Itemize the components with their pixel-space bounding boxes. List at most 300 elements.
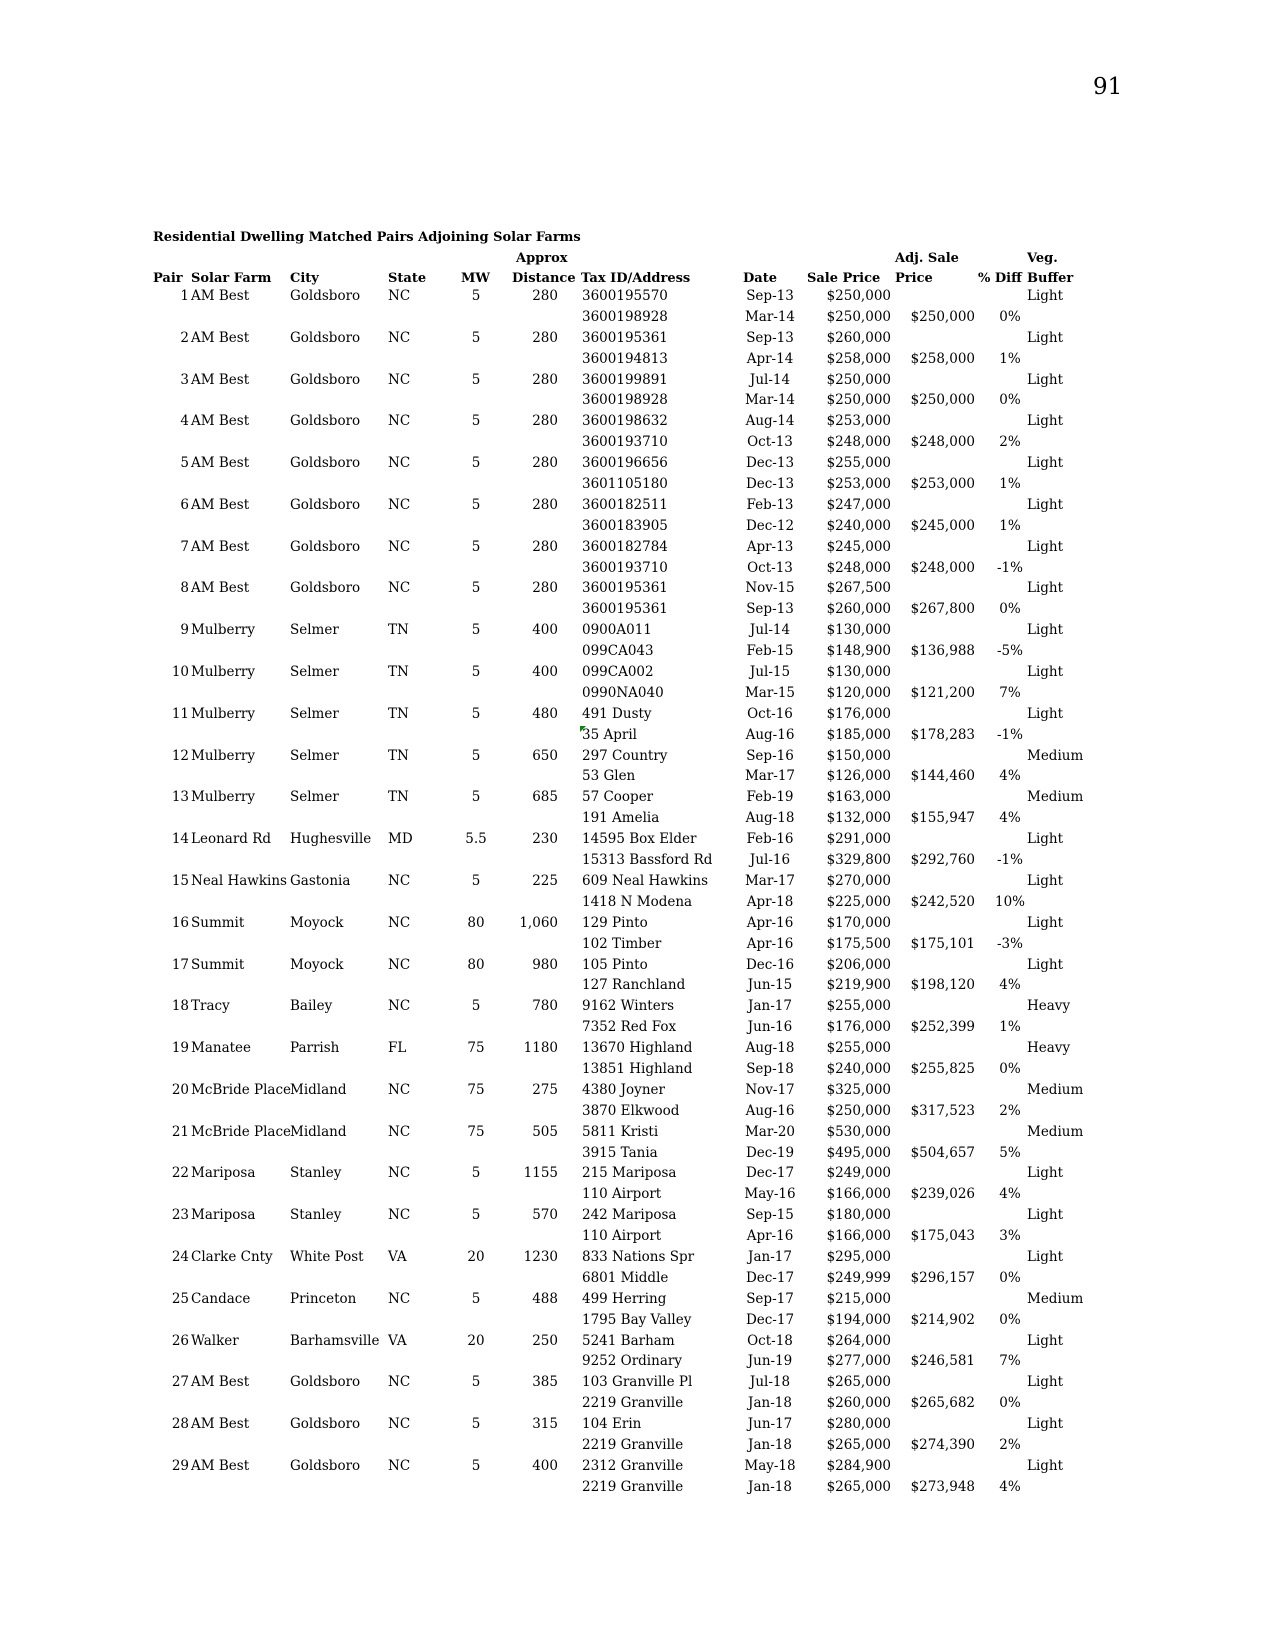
cell-tax-id: 7352 Red Fox: [582, 1019, 677, 1036]
cell-tax-id: 0900A011: [582, 622, 652, 639]
cell-city: Goldsboro: [290, 371, 361, 388]
cell-sale-price: $253,000: [826, 413, 891, 430]
cell-date: Aug-18: [745, 810, 795, 827]
table-row: [0, 601, 1275, 622]
cell-city: Princeton: [290, 1290, 357, 1307]
cell-date: Oct-18: [747, 1332, 793, 1349]
cell-adj-price: $245,000: [910, 517, 975, 534]
table-row: [0, 1186, 1275, 1207]
cell-sale-price: $267,500: [826, 580, 891, 597]
cell-date: Sep-13: [746, 288, 794, 304]
cell-city: Moyock: [290, 914, 344, 931]
cell-tax-id: 833 Nations Spr: [582, 1248, 695, 1265]
cell-city: Goldsboro: [290, 1374, 361, 1391]
cell-sale-price: $260,000: [826, 601, 891, 618]
cell-city: Parrish: [290, 1040, 340, 1057]
cell-pair: 22: [171, 1165, 189, 1182]
cell-pair: 4: [180, 413, 189, 430]
cell-city: Gastonia: [290, 872, 351, 889]
cell-adj-price: $504,657: [910, 1144, 975, 1161]
cell-date: Dec-13: [745, 476, 795, 493]
cell-date: Jan-18: [748, 1436, 792, 1453]
table-row: [0, 1207, 1275, 1228]
cell-distance: 230: [532, 831, 558, 848]
cell-tax-id: 4380 Joyner: [582, 1081, 665, 1098]
cell-distance: 280: [532, 288, 558, 304]
cell-city: White Post: [290, 1248, 364, 1265]
cell-adj-price: $274,390: [910, 1436, 975, 1453]
table-row: [0, 1270, 1275, 1291]
cell-tax-id: 3600194813: [582, 350, 668, 367]
cell-pct-diff: 0%: [999, 1311, 1021, 1328]
cell-tax-id: 1795 Bay Valley: [582, 1311, 692, 1328]
table-row: [0, 936, 1275, 957]
cell-tax-id: 3600196656: [582, 455, 668, 472]
cell-tax-id: 1418 N Modena: [582, 893, 693, 910]
cell-solar-farm: AM Best: [191, 580, 250, 597]
table-row: [0, 330, 1275, 351]
cell-state: NC: [388, 956, 411, 973]
cell-mw: 20: [467, 1248, 485, 1265]
cell-city: Goldsboro: [290, 1416, 361, 1433]
cell-state: TN: [388, 705, 409, 722]
cell-date: Jul-14: [749, 371, 791, 388]
table-row: [0, 1312, 1275, 1333]
cell-tax-id: 099CA002: [582, 664, 654, 681]
cell-adj-price: $239,026: [910, 1186, 975, 1203]
table-row: [0, 1082, 1275, 1103]
cell-mw: 5: [471, 705, 481, 722]
cell-tax-id: 499 Herring: [582, 1290, 667, 1307]
cell-tax-id: 105 Pinto: [582, 956, 648, 973]
cell-city: Goldsboro: [290, 288, 361, 304]
cell-city: Midland: [290, 1081, 347, 1098]
cell-tax-id: 3600198632: [582, 413, 668, 430]
cell-state: VA: [388, 1248, 407, 1265]
cell-date: Sep-16: [746, 747, 794, 764]
cell-distance: 385: [532, 1374, 558, 1391]
cell-buffer: Light: [1027, 1332, 1064, 1349]
cell-city: Selmer: [290, 747, 339, 764]
cell-buffer: Light: [1027, 1165, 1064, 1182]
cell-sale-price: $132,000: [826, 810, 891, 827]
cell-solar-farm: Mulberry: [191, 705, 255, 722]
cell-date: Oct-13: [747, 559, 793, 576]
table-row: [0, 1458, 1275, 1479]
cell-city: Goldsboro: [290, 580, 361, 597]
cell-pct-diff: -1%: [997, 852, 1023, 869]
cell-date: Sep-17: [746, 1290, 794, 1307]
cell-buffer: Medium: [1027, 1290, 1084, 1307]
cell-pair: 12: [171, 747, 189, 764]
cell-state: TN: [388, 789, 409, 806]
cell-adj-price: $296,157: [910, 1269, 975, 1286]
cell-solar-farm: AM Best: [191, 1416, 250, 1433]
header-approx: Approx: [516, 251, 568, 266]
cell-date: Mar-14: [744, 308, 796, 325]
cell-state: MD: [388, 831, 413, 848]
cell-pair: 24: [171, 1248, 189, 1265]
cell-pair: 9: [180, 622, 189, 639]
cell-tax-id: 3601105180: [582, 476, 668, 493]
cell-state: VA: [388, 1332, 407, 1349]
cell-date: Dec-13: [745, 455, 795, 472]
cell-solar-farm: Leonard Rd: [191, 831, 272, 848]
cell-sale-price: $265,000: [826, 1436, 891, 1453]
cell-state: NC: [388, 371, 411, 388]
cell-pct-diff: 4%: [999, 1478, 1021, 1495]
table-row: [0, 706, 1275, 727]
cell-distance: 315: [532, 1416, 558, 1433]
table-row: [0, 852, 1275, 873]
table-row: [0, 998, 1275, 1019]
cell-mw: 5: [471, 538, 481, 555]
cell-sale-price: $240,000: [826, 1060, 891, 1077]
table-row: [0, 539, 1275, 560]
cell-state: NC: [388, 413, 411, 430]
cell-date: Jun-16: [747, 1019, 793, 1036]
cell-pct-diff: 1%: [999, 1019, 1021, 1036]
cell-pair: 7: [180, 538, 189, 555]
cell-tax-id: 110 Airport: [582, 1186, 662, 1203]
cell-date: Mar-17: [744, 768, 796, 785]
table-row: [0, 1353, 1275, 1374]
cell-date: Apr-14: [746, 350, 794, 367]
cell-tax-id: 13670 Highland: [582, 1040, 693, 1057]
cell-sale-price: $163,000: [826, 789, 891, 806]
cell-date: Sep-15: [746, 1207, 794, 1224]
cell-state: NC: [388, 872, 411, 889]
cell-buffer: Medium: [1027, 789, 1084, 806]
cell-sale-price: $255,000: [826, 1040, 891, 1057]
cell-solar-farm: Clarke Cnty: [191, 1248, 273, 1265]
cell-tax-id: 3870 Elkwood: [582, 1102, 680, 1119]
cell-tax-id: 53 Glen: [582, 768, 636, 785]
cell-sale-price: $215,000: [826, 1290, 891, 1307]
table-row: [0, 622, 1275, 643]
cell-sale-price: $329,800: [826, 852, 891, 869]
table-row: [0, 1395, 1275, 1416]
cell-state: NC: [388, 580, 411, 597]
table-row: [0, 1040, 1275, 1061]
cell-sale-price: $284,900: [826, 1457, 891, 1474]
cell-sale-price: $245,000: [826, 538, 891, 555]
cell-pct-diff: 0%: [999, 601, 1021, 618]
cell-sale-price: $325,000: [826, 1081, 891, 1098]
cell-sale-price: $130,000: [826, 622, 891, 639]
cell-pct-diff: 0%: [999, 392, 1021, 409]
cell-adj-price: $121,200: [910, 684, 975, 701]
cell-pct-diff: 4%: [999, 768, 1021, 785]
cell-adj-price: $242,520: [910, 893, 975, 910]
cell-tax-id: 242 Mariposa: [582, 1207, 677, 1224]
cell-distance: 280: [532, 455, 558, 472]
table-row: [0, 1374, 1275, 1395]
table-row: [0, 1165, 1275, 1186]
cell-tax-id: 3600198928: [582, 308, 668, 325]
cell-buffer: Light: [1027, 1457, 1064, 1474]
cell-distance: 400: [532, 622, 558, 639]
cell-sale-price: $265,000: [826, 1478, 891, 1495]
cell-pct-diff: -3%: [997, 935, 1023, 952]
table-row: [0, 1249, 1275, 1270]
cell-pair: 10: [171, 664, 189, 681]
cell-solar-farm: Mulberry: [191, 747, 255, 764]
cell-pct-diff: 2%: [999, 1436, 1021, 1453]
cell-adj-price: $198,120: [910, 977, 975, 994]
cell-sale-price: $495,000: [826, 1144, 891, 1161]
cell-tax-id: 103 Granville Pl: [582, 1374, 693, 1391]
cell-mw: 75: [467, 1040, 485, 1057]
cell-pct-diff: 7%: [999, 1353, 1021, 1370]
cell-tax-id: 3600195361: [582, 580, 668, 597]
cell-pct-diff: -1%: [997, 559, 1023, 576]
cell-tax-id: 3600195361: [582, 601, 668, 618]
header-date: Date: [743, 271, 777, 286]
table-row: [0, 977, 1275, 998]
table-row: [0, 497, 1275, 518]
cell-buffer: Light: [1027, 705, 1064, 722]
cell-tax-id: 3600198928: [582, 392, 668, 409]
cell-pct-diff: 0%: [999, 308, 1021, 325]
cell-state: NC: [388, 1374, 411, 1391]
cell-city: Stanley: [290, 1207, 342, 1224]
cell-date: Sep-18: [746, 1060, 794, 1077]
table-row: [0, 413, 1275, 434]
cell-distance: 250: [532, 1332, 558, 1349]
cell-buffer: Medium: [1027, 1123, 1084, 1140]
cell-state: NC: [388, 914, 411, 931]
cell-pct-diff: 5%: [999, 1144, 1021, 1161]
cell-pair: 29: [171, 1457, 189, 1474]
comment-marker-icon: [580, 726, 586, 732]
table-row: [0, 748, 1275, 769]
cell-sale-price: $280,000: [826, 1416, 891, 1433]
cell-sale-price: $180,000: [826, 1207, 891, 1224]
cell-date: Apr-16: [746, 935, 794, 952]
cell-adj-price: $267,800: [910, 601, 975, 618]
cell-tax-id: 2219 Granville: [582, 1478, 684, 1495]
cell-date: Jan-18: [748, 1478, 792, 1495]
cell-pct-diff: 0%: [999, 1269, 1021, 1286]
cell-mw: 5: [471, 413, 481, 430]
cell-adj-price: $252,399: [910, 1019, 975, 1036]
cell-tax-id: 110 Airport: [582, 1228, 662, 1245]
cell-tax-id: 2219 Granville: [582, 1395, 684, 1412]
cell-sale-price: $249,000: [826, 1165, 891, 1182]
cell-sale-price: $291,000: [826, 831, 891, 848]
cell-state: NC: [388, 1123, 411, 1140]
cell-sale-price: $194,000: [826, 1311, 891, 1328]
cell-tax-id: 104 Erin: [582, 1416, 642, 1433]
cell-sale-price: $295,000: [826, 1248, 891, 1265]
cell-adj-price: $144,460: [910, 768, 975, 785]
cell-pair: 19: [171, 1040, 189, 1057]
cell-pair: 1: [180, 288, 189, 304]
cell-state: NC: [388, 1081, 411, 1098]
table-row: [0, 831, 1275, 852]
cell-buffer: Heavy: [1027, 1040, 1071, 1057]
cell-distance: 280: [532, 329, 558, 346]
cell-distance: 1180: [523, 1040, 558, 1057]
table-row: [0, 1416, 1275, 1437]
cell-adj-price: $178,283: [910, 726, 975, 743]
table-row: [0, 789, 1275, 810]
cell-adj-price: $136,988: [910, 643, 975, 660]
cell-city: Goldsboro: [290, 455, 361, 472]
cell-buffer: Light: [1027, 831, 1064, 848]
cell-solar-farm: McBride Place: [191, 1123, 291, 1140]
cell-date: Apr-18: [746, 893, 794, 910]
table-row: [0, 915, 1275, 936]
cell-mw: 75: [467, 1123, 485, 1140]
cell-state: NC: [388, 329, 411, 346]
cell-city: Stanley: [290, 1165, 342, 1182]
cell-state: FL: [388, 1040, 407, 1057]
cell-sale-price: $248,000: [826, 559, 891, 576]
header-mw: MW: [461, 271, 490, 286]
cell-sale-price: $250,000: [826, 371, 891, 388]
cell-solar-farm: AM Best: [191, 538, 250, 555]
cell-pair: 23: [171, 1207, 189, 1224]
cell-distance: 488: [532, 1290, 558, 1307]
cell-date: Nov-17: [745, 1081, 795, 1098]
cell-buffer: Light: [1027, 1248, 1064, 1265]
cell-distance: 280: [532, 580, 558, 597]
cell-sale-price: $150,000: [826, 747, 891, 764]
cell-tax-id: 609 Neal Hawkins: [582, 872, 709, 889]
cell-mw: 5: [471, 580, 481, 597]
cell-buffer: Medium: [1027, 1081, 1084, 1098]
cell-mw: 5: [471, 664, 481, 681]
table-row: [0, 810, 1275, 831]
cell-pair: 5: [180, 455, 189, 472]
cell-sale-price: $166,000: [826, 1186, 891, 1203]
cell-distance: 480: [532, 705, 558, 722]
cell-state: NC: [388, 1457, 411, 1474]
cell-state: TN: [388, 747, 409, 764]
cell-date: Jul-14: [749, 622, 791, 639]
cell-mw: 5: [471, 1374, 481, 1391]
cell-solar-farm: Mulberry: [191, 664, 255, 681]
cell-sale-price: $206,000: [826, 956, 891, 973]
cell-adj-price: $246,581: [910, 1353, 975, 1370]
cell-state: NC: [388, 538, 411, 555]
cell-pct-diff: -5%: [997, 643, 1023, 660]
cell-city: Selmer: [290, 622, 339, 639]
cell-date: Apr-16: [746, 1228, 794, 1245]
cell-mw: 5: [471, 329, 481, 346]
cell-buffer: Light: [1027, 371, 1064, 388]
cell-sale-price: $255,000: [826, 998, 891, 1015]
cell-date: Feb-15: [746, 643, 794, 660]
table-row: [0, 1103, 1275, 1124]
table-row: [0, 476, 1275, 497]
cell-pair: 18: [171, 998, 189, 1015]
cell-city: Goldsboro: [290, 538, 361, 555]
cell-pair: 27: [171, 1374, 189, 1391]
cell-pct-diff: 1%: [999, 476, 1021, 493]
cell-date: Jul-15: [749, 664, 791, 681]
cell-tax-id: 297 Country: [582, 747, 668, 764]
table-row: [0, 768, 1275, 789]
cell-pair: 21: [171, 1123, 189, 1140]
cell-sale-price: $176,000: [826, 1019, 891, 1036]
cell-mw: 80: [467, 956, 485, 973]
cell-pair: 2: [180, 329, 189, 346]
cell-tax-id: 099CA043: [582, 643, 654, 660]
cell-date: Dec-17: [745, 1165, 795, 1182]
cell-tax-id: 57 Cooper: [582, 789, 654, 806]
cell-pct-diff: 2%: [999, 1102, 1021, 1119]
cell-buffer: Light: [1027, 538, 1064, 555]
cell-pair: 15: [171, 872, 189, 889]
table-row: [0, 1437, 1275, 1458]
cell-mw: 5: [471, 1207, 481, 1224]
cell-pct-diff: 3%: [999, 1228, 1021, 1245]
cell-tax-id: 5241 Barham: [582, 1332, 675, 1349]
cell-sale-price: $250,000: [826, 288, 891, 304]
data-table-body: [0, 288, 1275, 1500]
cell-pair: 20: [171, 1081, 189, 1098]
table-row: [0, 288, 1275, 309]
cell-mw: 5.5: [465, 831, 487, 848]
cell-tax-id: 129 Pinto: [582, 914, 648, 931]
cell-solar-farm: AM Best: [191, 496, 250, 513]
cell-mw: 5: [471, 1290, 481, 1307]
cell-date: Jan-17: [748, 1248, 792, 1265]
cell-sale-price: $260,000: [826, 1395, 891, 1412]
cell-sale-price: $126,000: [826, 768, 891, 785]
cell-solar-farm: Tracy: [191, 998, 230, 1015]
cell-distance: 1230: [523, 1248, 558, 1265]
table-row: [0, 1019, 1275, 1040]
cell-solar-farm: AM Best: [191, 1374, 250, 1391]
table-row: [0, 580, 1275, 601]
cell-adj-price: $258,000: [910, 350, 975, 367]
cell-pct-diff: 7%: [999, 684, 1021, 701]
table-row: [0, 309, 1275, 330]
cell-distance: 1155: [523, 1165, 558, 1182]
cell-sale-price: $258,000: [826, 350, 891, 367]
cell-buffer: Light: [1027, 413, 1064, 430]
cell-adj-price: $292,760: [910, 852, 975, 869]
cell-city: Midland: [290, 1123, 347, 1140]
cell-pct-diff: 0%: [999, 1060, 1021, 1077]
cell-tax-id: 9252 Ordinary: [582, 1353, 682, 1370]
cell-solar-farm: McBride Place: [191, 1081, 291, 1098]
cell-date: Aug-16: [745, 1102, 795, 1119]
cell-state: NC: [388, 1290, 411, 1307]
cell-mw: 20: [467, 1332, 485, 1349]
cell-sale-price: $185,000: [826, 726, 891, 743]
cell-adj-price: $155,947: [910, 810, 975, 827]
cell-date: Sep-13: [746, 601, 794, 618]
cell-buffer: Light: [1027, 872, 1064, 889]
table-row: [0, 643, 1275, 664]
cell-mw: 5: [471, 371, 481, 388]
header-tax-id: Tax ID/Address: [581, 271, 691, 286]
cell-distance: 275: [532, 1081, 558, 1098]
cell-adj-price: $250,000: [910, 392, 975, 409]
table-row: [0, 1124, 1275, 1145]
cell-pair: 26: [171, 1332, 189, 1349]
cell-sale-price: $248,000: [826, 434, 891, 451]
cell-buffer: Light: [1027, 956, 1064, 973]
cell-date: May-16: [744, 1186, 796, 1203]
cell-city: Bailey: [290, 998, 333, 1015]
cell-date: Jan-18: [748, 1395, 792, 1412]
